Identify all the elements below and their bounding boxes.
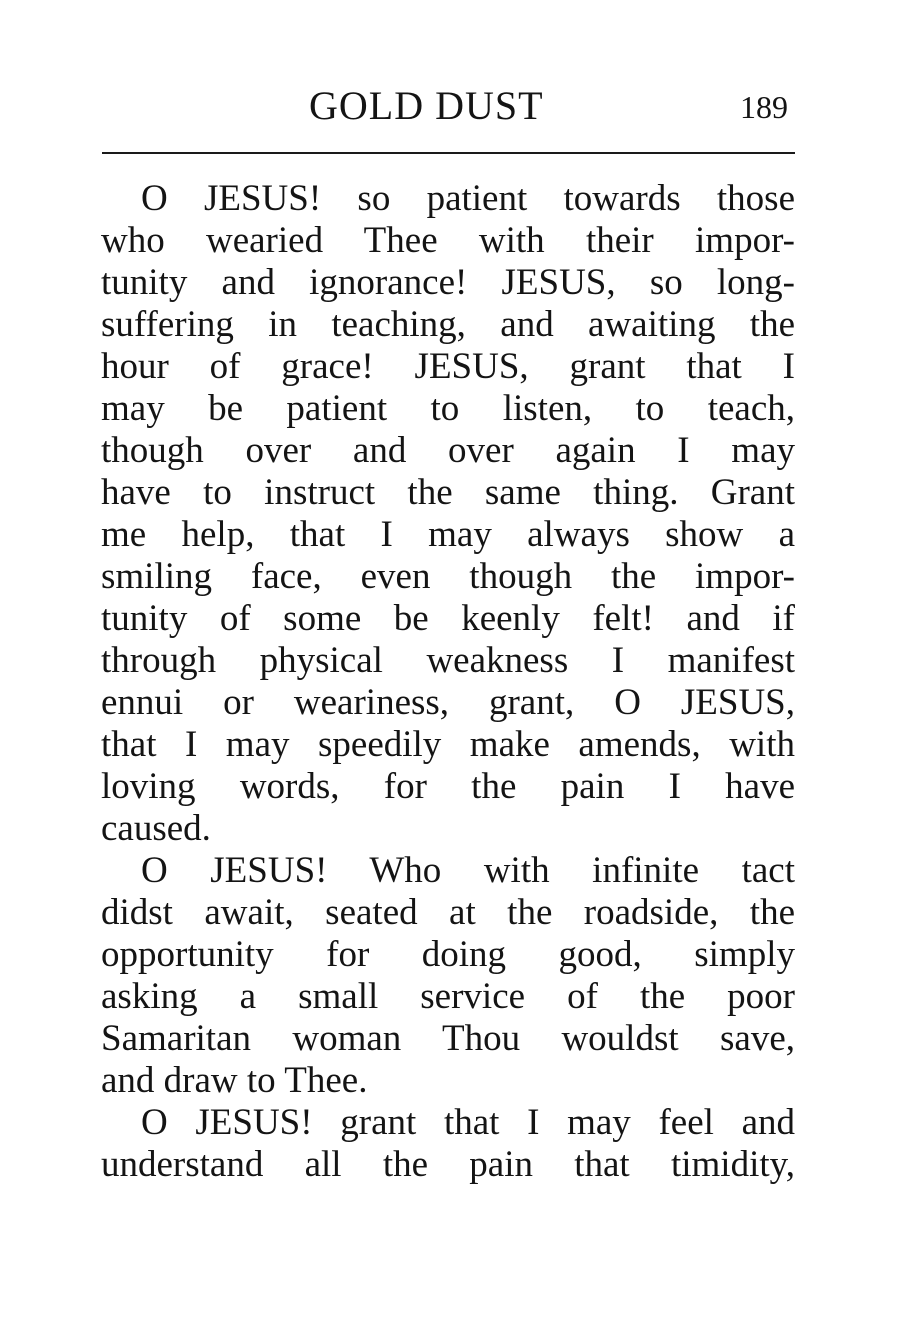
text-line-12: through physical weakness I manifest xyxy=(101,640,795,681)
text-line-11: tunity of some be keenly felt! and if xyxy=(101,598,795,639)
text-line-15: loving words, for the pain I have xyxy=(101,766,795,807)
text-line-1: O JESUS! so patient towards those xyxy=(141,178,795,219)
text-line-23: O JESUS! grant that I may feel and xyxy=(141,1102,795,1143)
text-line-6: may be patient to listen, to teach, xyxy=(101,388,795,429)
text-line-7: though over and over again I may xyxy=(101,430,795,471)
text-line-3: tunity and ignorance! JESUS, so long- xyxy=(101,262,795,303)
text-line-21: Samaritan woman Thou wouldst save, xyxy=(101,1018,795,1059)
text-line-18: didst await, seated at the roadside, the xyxy=(101,892,795,933)
page-number: 189 xyxy=(740,89,788,125)
text-line-4: suffering in teaching, and awaiting the xyxy=(101,304,795,345)
text-line-5: hour of grace! JESUS, grant that I xyxy=(101,346,795,387)
text-line-13: ennui or weariness, grant, O JESUS, xyxy=(101,682,795,723)
text-line-8: have to instruct the same thing. Grant xyxy=(101,472,795,513)
text-line-17: O JESUS! Who with infinite tact xyxy=(141,850,795,891)
text-line-9: me help, that I may always show a xyxy=(101,514,795,555)
header-rule xyxy=(102,152,795,154)
text-line-10: smiling face, even though the impor- xyxy=(101,556,795,597)
running-title: GOLD DUST xyxy=(309,83,544,128)
text-line-24: understand all the pain that timidity, xyxy=(101,1144,795,1185)
text-line-22: and draw to Thee. xyxy=(101,1060,368,1101)
text-line-20: asking a small service of the poor xyxy=(101,976,795,1017)
text-line-19: opportunity for doing good, simply xyxy=(101,934,795,975)
text-line-14: that I may speedily make amends, with xyxy=(101,724,795,765)
text-line-2: who wearied Thee with their impor- xyxy=(101,220,795,261)
body-text xyxy=(101,178,795,1186)
text-line-16: caused. xyxy=(101,808,211,849)
